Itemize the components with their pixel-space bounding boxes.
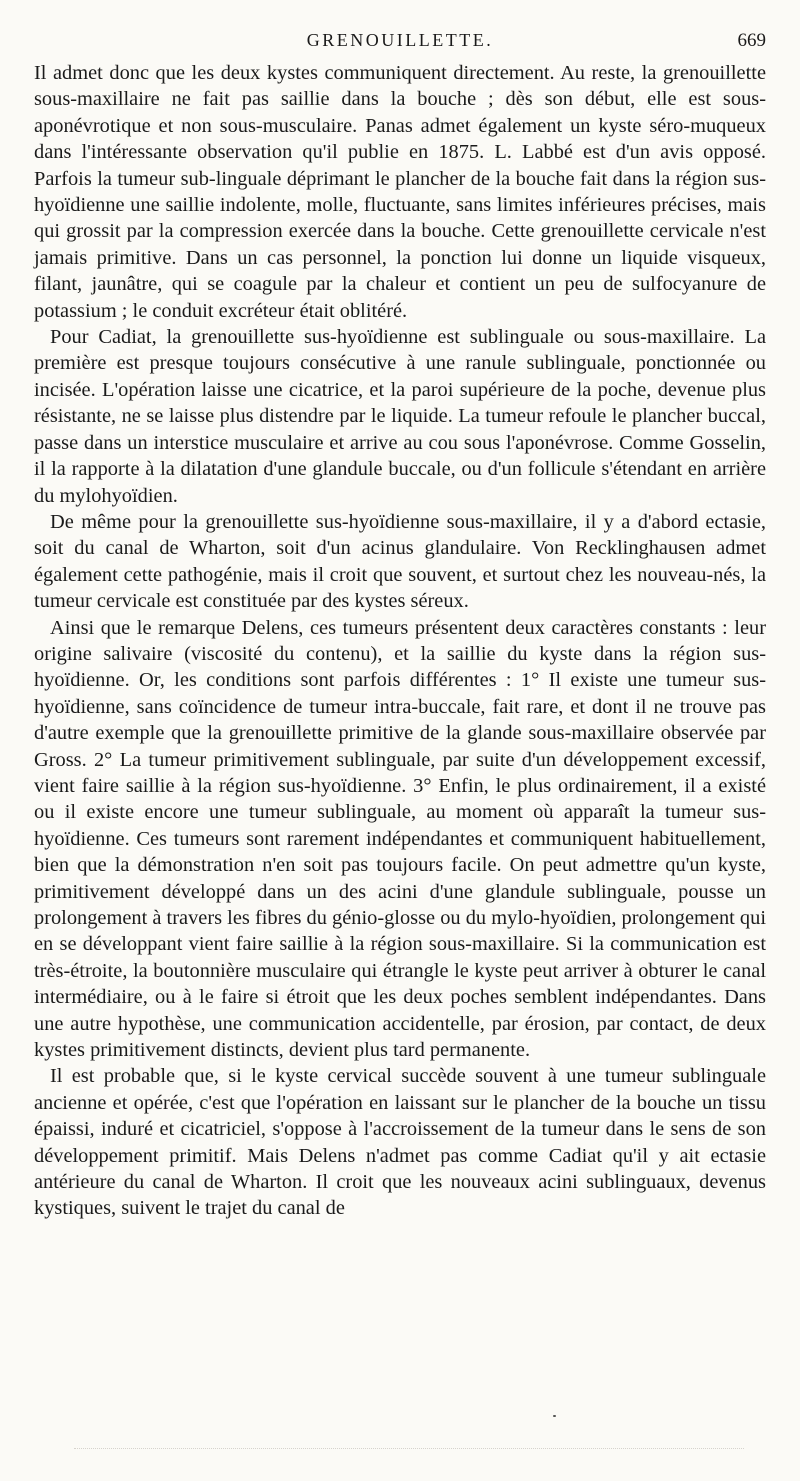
body-text (34, 60, 766, 1222)
paragraph: De même pour la grenouillette sus-hyoïdienne sous-maxillaire, il y a d'abord ectasie, soit du canal de Wharton, soit d'un acinus glandulaire. Von Recklinghausen admet également cette pathogénie, mais il croit que souvent, et surtout chez les nouveau-nés, la tumeur cervicale est constituée par des kystes séreux. (34, 510, 766, 613)
running-head-title: GRENOUILLETTE. (306, 30, 494, 50)
page-number: 669 (737, 30, 766, 51)
paragraph: Il est probable que, si le kyste cervical succède souvent à une tumeur sublinguale ancienne et opérée, c'est que l'opération en laissant sur le plancher de la bouche un tissu épaissi, induré et cicatriciel, s'oppose à l'accroissement de la tumeur dans le sens de son développement primitif. Mais Delens n'admet pas comme Cadiat qu'il y ait ectasie antérieure du canal de Wharton. Il croit que les nouveaux acini sublinguaux, devenus kystiques, suivent le trajet du canal de (34, 1065, 766, 1220)
paragraph: Il admet donc que les deux kystes communiquent directement. Au reste, la grenouillette sous-maxillaire ne fait pas saillie dans la bouche ; dès son début, elle est sous-aponévrotique et non sous-musculaire. Panas admet également un kyste séro-muqueux dans l'intéressante observation qu'il publie en 1875. L. Labbé est d'un avis opposé. Parfois la tumeur sub-linguale déprimant le plancher de la bouche fait dans la région sus-hyoïdienne une saillie indolente, molle, fluctuante, sans limites inférieures précises, mais qui grossit par la compression exercée dans la bouche. Cette grenouillette cervicale n'est jamais primitive. Dans un cas personnel, la ponction lui donne un liquide visqueux, filant, jaunâtre, qui se coagule par la chaleur et contient un peu de sulfocyanure de potassium ; le conduit excréteur était oblitéré. (34, 62, 766, 322)
paragraph: Pour Cadiat, la grenouillette sus-hyoïdienne est sublinguale ou sous-maxillaire. La première est presque toujours consécutive à une ranule sublinguale, ponctionnée ou incisée. L'opération laisse une cicatrice, et la paroi supérieure de la poche, devenue plus résistante, ne se laisse plus distendre par le liquide. La tumeur refoule le plancher buccal, passe dans un interstice musculaire et arrive au cou sous l'aponévrose. Comme Gosselin, il la rapporte à la dilatation d'une glandule buccale, ou d'un follicule s'étendant en arrière du mylohyoïdien. (34, 326, 766, 507)
running-head (34, 26, 766, 60)
paragraph: Ainsi que le remarque Delens, ces tumeurs présentent deux caractères constants : leur origine salivaire (viscosité du contenu), et la saillie du kyste dans la région sus-hyoïdienne. Or, les conditions sont parfois différentes : 1° Il existe une tumeur sus-hyoïdienne, sans coïncidence de tumeur intra-buccale, fait rare, et dont il ne trouve pas d'autre exemple que la grenouillette primitive de la glande sous-maxillaire observée par Gross. 2° La tumeur primitivement sublinguale, par suite d'un développement excessif, vient faire saillie à la région sus-hyoïdienne. 3° Enfin, le plus ordinairement, il a existé ou il existe encore une tumeur sublinguale, au moment où apparaît la tumeur sus-hyoïdienne. Ces tumeurs sont rarement indépendantes et communiquent habituellement, bien que la démonstration n'en soit pas toujours facile. On peut admettre qu'un kyste, primitivement développé dans un des acini d'une glandule sublinguale, pousse un prolongement à travers les fibres du génio-glosse ou du mylo-hyoïdien, prolongement qui en se développant vient faire saillie à la région sous-maxillaire. Si la communication est très-étroite, la boutonnière musculaire qui étrangle le kyste peut arriver à obturer le canal intermédiaire, ou à le faire si étroit que les deux poches semblent indépendantes. Dans une autre hypothèse, une communication accidentelle, par érosion, par contact, de deux kystes primitivement distincts, devient plus tard permanente. (34, 616, 766, 1062)
bottom-print-artifacts (74, 1448, 744, 1451)
document-page (34, 26, 766, 1222)
print-speck (553, 1415, 556, 1417)
